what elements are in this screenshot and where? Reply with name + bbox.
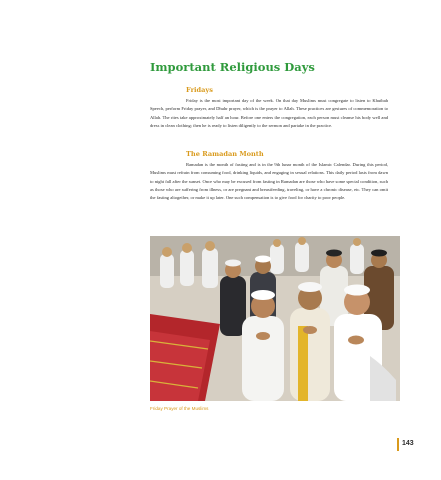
page-title: Important Religious Days — [150, 60, 315, 74]
photo-illustration — [150, 236, 400, 401]
section-body-fridays: Friday is the most important day of the week. On that day Muslims must congregate to listen to Khutbah Speech, perform Friday prayer, and Dhuhr prayer, which is the prayer to Allah. These practices are gestures of commemoration to Allah. The rites take approximately half an hour. Before one enters the congregation, each person must cleanse his body well and dress in clean clothing; then he is ready to listen diligently to the sermon and partake in the practice. — [150, 98, 388, 128]
page-number-bar — [397, 438, 399, 451]
friday-prayer-photo — [150, 236, 400, 401]
section-body-ramadan: Ramadan is the month of fasting and is in the 9th lunar month of the Islamic Calendar. During this period, Muslims must refrain from consuming food, drinking liquids, and engaging in sexual relations. This daily period lasts from dawn to night fall after the sunset. Once who may be excused from fasting in Ramadan are those who have some special condition, such as those who are suffering from illness, or are pregnant and breastfeeding, traveling, or have a chronic disease, etc. They can omit the fasting altogether, or make it up later. One such compensation is to give food for charity to poor people. — [150, 162, 388, 200]
section-heading-fridays: Fridays — [186, 86, 213, 94]
page-number: 143 — [402, 440, 414, 447]
photo-caption: Friday Prayer of the Muslims — [150, 406, 209, 411]
section-heading-ramadan: The Ramadan Month — [186, 150, 264, 158]
